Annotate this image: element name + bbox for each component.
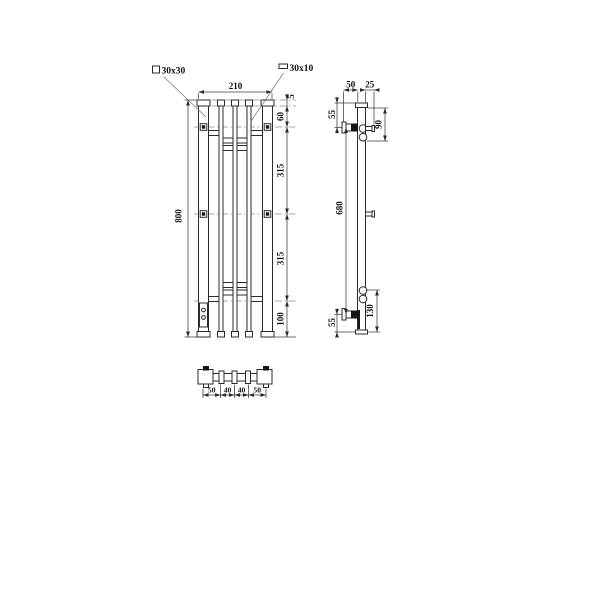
- dim-plan-s4: 50: [253, 385, 261, 395]
- dim-plan-s1: 50: [207, 385, 216, 395]
- dim-130-text: 130: [365, 304, 375, 318]
- front-bar-thin-2: [232, 100, 239, 337]
- side-bracket-bottom: [342, 309, 358, 321]
- dim-60-text: 60: [275, 112, 286, 121]
- square-profile-label: 30x30: [161, 66, 186, 77]
- plan-view: [198, 367, 272, 388]
- dim-315-lower-text: 315: [275, 251, 286, 266]
- dim-plan-s2: 40: [223, 385, 232, 395]
- dim-front-width: [199, 81, 273, 99]
- side-view: [342, 103, 375, 334]
- dim-front-chain: [274, 94, 296, 337]
- flat-profile-icon: [279, 64, 288, 69]
- dim-100-text: 100: [275, 312, 286, 326]
- dim-plan-chain: [203, 385, 266, 399]
- dim-cap-text: 5: [286, 94, 296, 99]
- dim-315-upper-text: 315: [275, 163, 286, 178]
- dim-side-90: [367, 108, 388, 141]
- dim-plan-s3: 40: [237, 385, 246, 395]
- side-stub-middle: [366, 211, 375, 217]
- dim-front-width-text: 210: [228, 81, 243, 91]
- flat-profile-label: 30x10: [289, 64, 314, 74]
- dim-side-680: [335, 128, 348, 315]
- plan-block-left: [198, 367, 213, 388]
- dim-55-bottom-text: 55: [327, 318, 337, 327]
- heater-box: [200, 303, 208, 327]
- square-profile-icon: [153, 66, 160, 73]
- dim-680-text: 680: [334, 201, 345, 215]
- dim-front-height: [174, 100, 198, 337]
- dim-90-text: 90: [373, 120, 384, 129]
- dim-bracket-length-text: 50: [346, 79, 356, 90]
- dim-front-height-text: 800: [173, 209, 184, 223]
- front-view: [197, 100, 274, 337]
- plan-flat-bars: [219, 371, 251, 384]
- side-bracket-top: [342, 122, 358, 133]
- dim-55-top-text: 55: [327, 110, 337, 119]
- plan-block-right: [257, 367, 272, 388]
- dim-stub-text: 25: [365, 79, 375, 90]
- dim-side-130: [365, 290, 380, 332]
